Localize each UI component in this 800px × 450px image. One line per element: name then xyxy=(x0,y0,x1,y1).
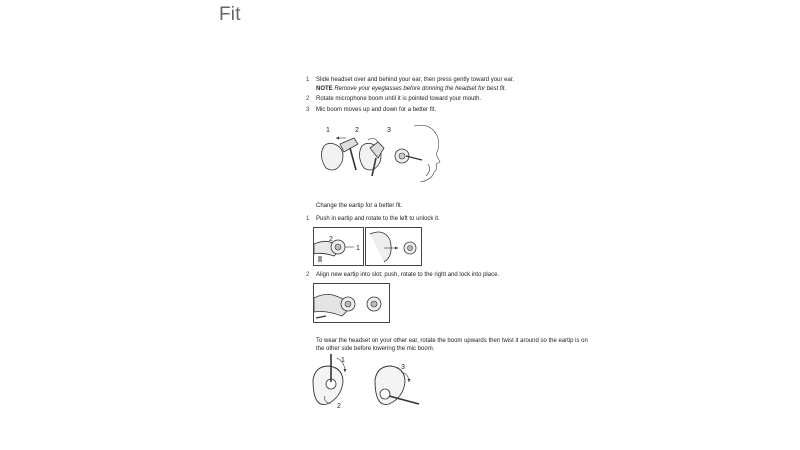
fit-illustration xyxy=(310,118,445,188)
note xyxy=(316,85,506,93)
eartip-unlock-figure-b xyxy=(365,227,422,266)
other-ear-label-1: 1 xyxy=(341,357,345,364)
step-text-1: Slide headset over and behind your ear, then press gently toward your ear. xyxy=(316,77,515,83)
eartip-intro: Change the eartip for a better fit. xyxy=(316,203,403,209)
fit-label-3: 3 xyxy=(387,127,391,134)
other-ear-label-2: 2 xyxy=(337,403,341,410)
step-text-2: Rotate microphone boom until it is pointed toward your mouth. xyxy=(316,96,482,102)
eartip-step-number-1: 1 xyxy=(306,216,310,222)
unlock-label-1: 1 xyxy=(356,245,360,252)
eartip-step-number-2: 2 xyxy=(306,272,310,278)
eartip-step-text-2: Align new eartip into slot; push, rotate to the right and lock into place. xyxy=(316,272,500,278)
eartip-unlock-figure-a xyxy=(313,227,364,266)
note-text: Remove your eyeglasses before donning the headset for best fit. xyxy=(334,86,507,92)
fit-label-1: 1 xyxy=(326,127,330,134)
other-ear-label-3: 3 xyxy=(401,364,405,371)
step-text-3: Mic boom moves up and down for a better fit. xyxy=(316,107,437,113)
eartip-step-text-1: Push in eartip and rotate to the left to unlock it. xyxy=(316,216,440,222)
other-ear-text: To wear the headset on your other ear, rotate the boom upwards then twist it around so the eartip is on the other side before lowering the mic boom. xyxy=(316,338,588,352)
step-number-3: 3 xyxy=(306,107,310,113)
step-number-2: 2 xyxy=(306,96,310,102)
other-ear-illustration xyxy=(305,352,425,414)
page-title: Fit xyxy=(219,4,241,25)
eartip-lock-figure xyxy=(313,283,390,323)
fit-label-2: 2 xyxy=(355,127,359,134)
step-number-1: 1 xyxy=(306,77,310,83)
unlock-label-2: 2 xyxy=(329,236,333,243)
note-label: NOTE xyxy=(316,86,333,92)
